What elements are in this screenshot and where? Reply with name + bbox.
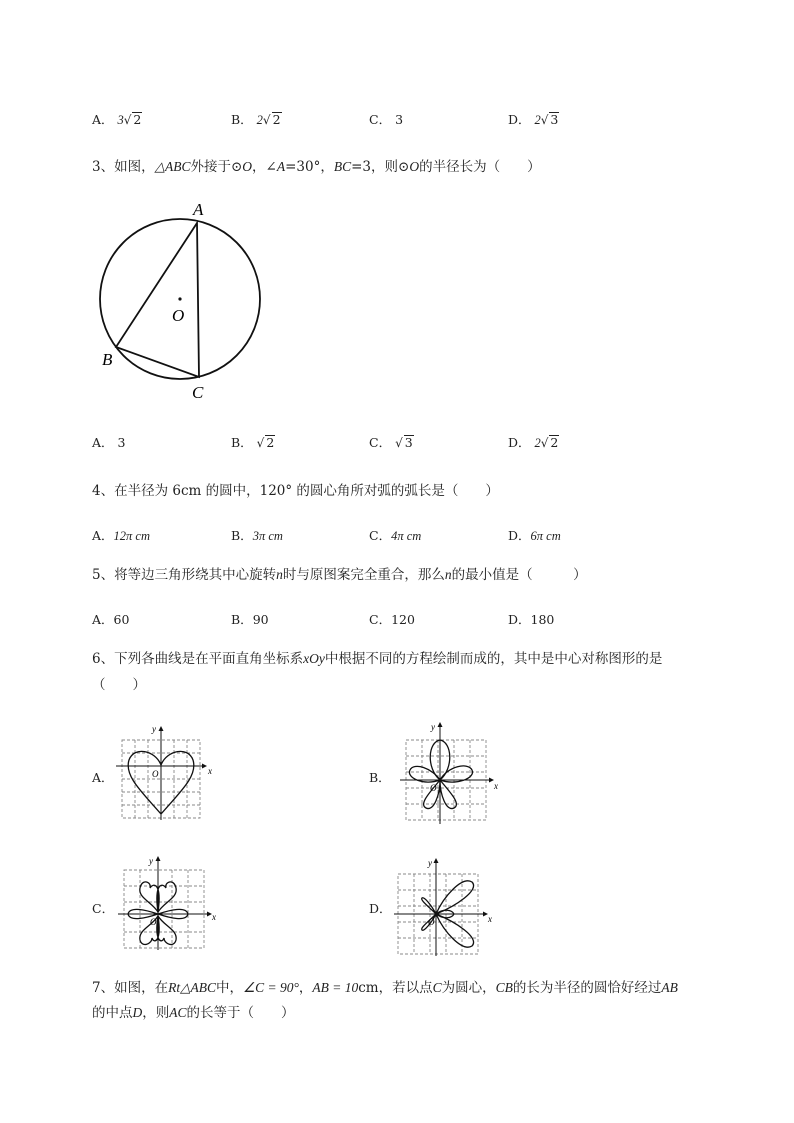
q6-graph-rose (396, 718, 506, 828)
q2-option-d[interactable]: D． 2√ 3 (508, 112, 559, 127)
q5-stem: 5、将等边三角形绕其中心旋转n时与原图案完全重合，那么n的最小值是（ ） (92, 567, 587, 583)
q6-option-b[interactable]: B． (369, 770, 391, 785)
svg-text:x: x (212, 912, 216, 922)
svg-text:y: y (428, 858, 432, 868)
q6-graph-four-hearts (114, 852, 224, 952)
svg-text:x: x (208, 766, 212, 776)
q3-option-d[interactable]: D． 2√ 2 (508, 435, 559, 450)
q7-stem-line2: 的中点D，则AC的长等于（ ） (92, 1005, 295, 1021)
q4-option-d[interactable]: D．6π cm (508, 528, 561, 543)
q5-option-c[interactable]: C．120 (369, 612, 415, 627)
q4-option-b[interactable]: B．3π cm (231, 528, 283, 543)
svg-text:O: O (428, 917, 435, 927)
svg-text:y: y (431, 722, 435, 732)
q5-option-b[interactable]: B．90 (231, 612, 269, 627)
q6-option-c[interactable]: C． (92, 901, 115, 916)
q6-stem-line2: （ ） (92, 677, 146, 693)
q2-option-a[interactable]: A． 3√ 2 (92, 112, 142, 127)
q6-stem: 6、下列各曲线是在平面直角坐标系xOy中根据不同的方程绘制而成的，其中是中心对称图形的是 (92, 651, 663, 667)
q2-option-c[interactable]: C． 3 (369, 112, 404, 127)
svg-text:x: x (488, 914, 492, 924)
svg-text:y: y (149, 856, 153, 866)
triangle-abc (116, 223, 199, 377)
q2-option-b[interactable]: B． 2√ 2 (231, 112, 281, 127)
q6-option-d[interactable]: D． (369, 901, 392, 916)
q3-stem: 3、如图，△ABC外接于⊙O，∠A=30°，BC=3，则⊙O的半径长为（ ） (92, 159, 541, 175)
q3-option-b[interactable]: B． √ 2 (231, 435, 275, 450)
svg-text:x: x (494, 781, 498, 791)
label-c: C (192, 383, 204, 402)
q5-option-d[interactable]: D．180 (508, 612, 555, 627)
q7-stem: 7、如图，在Rt△ABC中，∠C = 90°，AB = 10cm，若以点C为圆心，CB的长为半径的圆恰好经过AB (92, 980, 678, 996)
q6-option-a[interactable]: A． (92, 770, 114, 785)
label-b: B (102, 350, 113, 369)
q3-circle-figure (92, 195, 272, 405)
q4-stem: 4、在半径为 6cm 的圆中，120° 的圆心角所对弧的弧长是（ ） (92, 483, 499, 499)
svg-text:O: O (150, 917, 157, 927)
svg-text:O: O (430, 783, 437, 793)
q6-graph-heart (112, 722, 212, 822)
label-a: A (193, 200, 204, 219)
q3-option-c[interactable]: C． √ 3 (369, 435, 413, 450)
svg-text:y: y (152, 724, 156, 734)
q3-option-a[interactable]: A． 3 (92, 435, 126, 450)
label-o: O (172, 306, 185, 325)
q5-option-a[interactable]: A．60 (92, 612, 130, 627)
q4-option-a[interactable]: A．12π cm (92, 528, 150, 543)
q6-graph-leaf-rose (392, 854, 502, 958)
svg-text:O: O (152, 769, 159, 779)
center-point (178, 297, 181, 300)
q4-option-c[interactable]: C．4π cm (369, 528, 422, 543)
